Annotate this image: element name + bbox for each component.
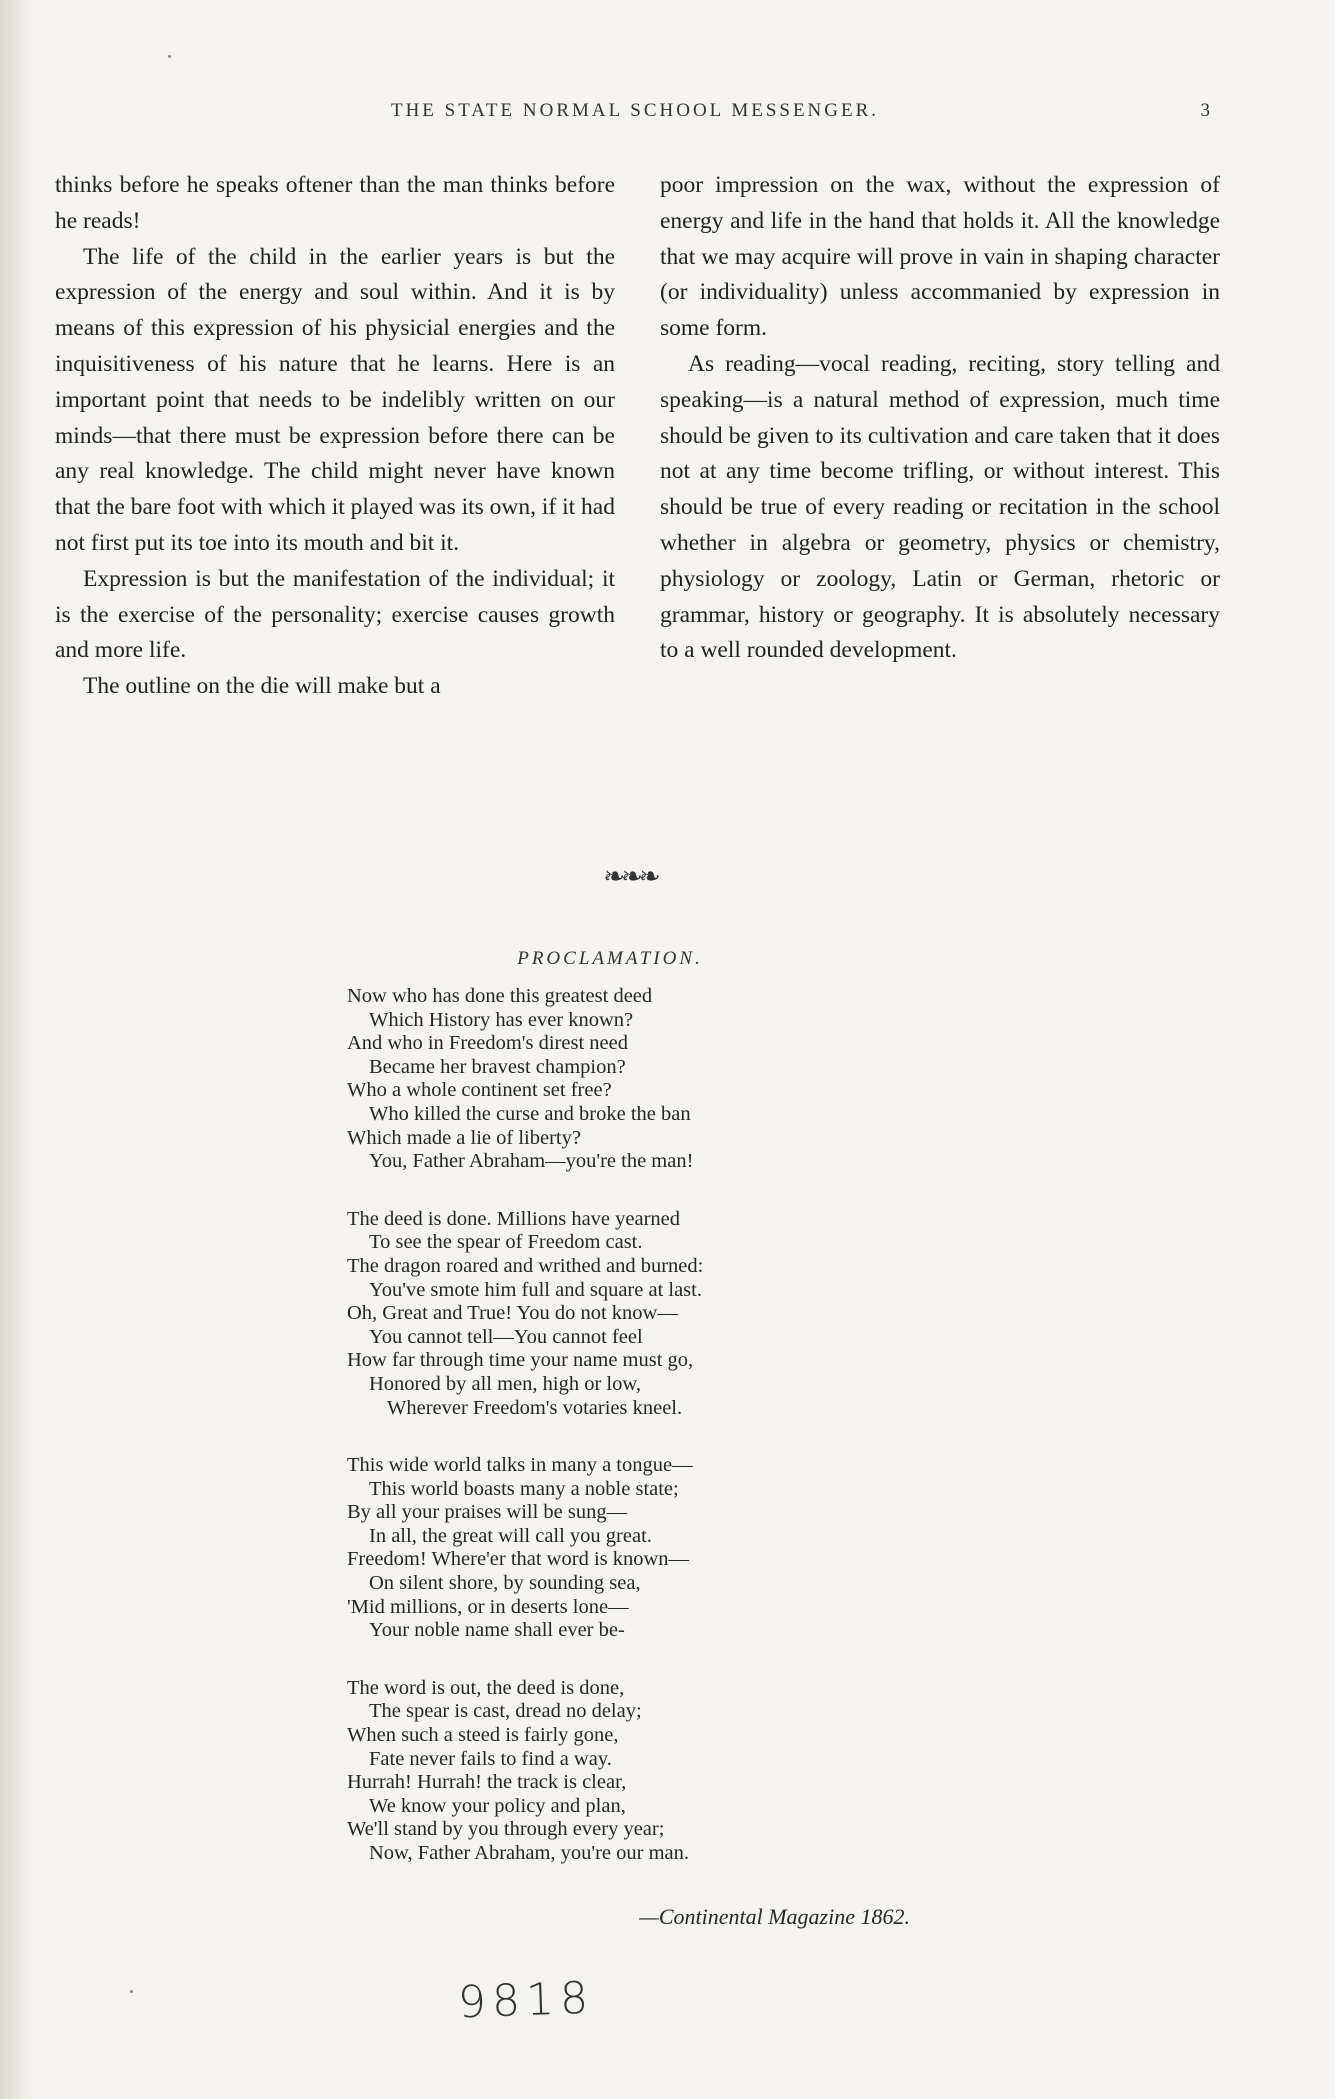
poem-line: The deed is done. Millions have yearned — [347, 1207, 681, 1230]
section-ornament: ❧❧❧ — [603, 862, 657, 892]
poem-line: Oh, Great and True! You do not know— — [347, 1302, 678, 1325]
poem-stanza — [347, 1454, 947, 1643]
paragraph: The life of the child in the earlier years is but the expression of the energy and soul within. And it is by means of this expression of his physicial energies and the inquisitiveness of his nature that he learns. Here is an important point that needs to be indelibly written on our minds—that there must be expression before there can be any real knowledge. The child might never have known that the bare foot with which it played was its own, if it had not first put its toe into its mouth and bit it. — [55, 243, 615, 556]
poem-line: You, Father Abraham—you're the man! — [369, 1150, 694, 1173]
poem-line: Your noble name shall ever be- — [369, 1619, 625, 1642]
paper-speck — [130, 1990, 133, 1993]
running-head: THE STATE NORMAL SCHOOL MESSENGER. — [390, 100, 880, 121]
poem-line: When such a steed is fairly gone, — [347, 1724, 619, 1747]
poem-line: This wide world talks in many a tongue— — [347, 1454, 693, 1477]
poem-stanza — [347, 1677, 947, 1866]
poem-line: How far through time your name must go, — [347, 1349, 694, 1372]
poem-body — [347, 985, 947, 1900]
handwritten-accession-number: 9818 — [457, 1972, 595, 2029]
poem-line: Hurrah! Hurrah! the track is clear, — [347, 1771, 627, 1794]
poem-line: Now who has done this greatest deed — [347, 985, 653, 1007]
poem-line: Became her bravest champion? — [369, 1055, 626, 1078]
page-number: 3 — [1200, 100, 1210, 121]
poem-line: Fate never fails to find a way. — [369, 1747, 612, 1770]
paragraph: Expression is but the manifestation of the individual; it is the exercise of the personality; exercise causes growth and more life. — [55, 565, 615, 664]
right-column — [660, 168, 1220, 669]
poem-stanza — [347, 1208, 947, 1420]
poem-line: Which made a lie of liberty? — [347, 1126, 581, 1149]
poem-line: 'Mid millions, or in deserts lone— — [347, 1595, 629, 1618]
paragraph: As reading—vocal reading, reciting, story telling and speaking—is a natural method of expression, much time should be given to its cultivation and care taken that it does not at any time become trifling, or without interest. This should be true of every reading or recitation in the school whether in algebra or geometry, physics or chemistry, physiology or zoology, Latin or German, rhetoric or grammar, history or geography. It is absolutely necessary to a well rounded development. — [660, 350, 1220, 664]
paragraph: poor impression on the wax, without the expression of energy and life in the hand that holds it. All the knowledge that we may acquire will prove in vain in shaping character (or individuality) unless accommanied by expression in some form. — [660, 172, 1220, 342]
poem-line: You cannot tell—You cannot feel — [369, 1325, 643, 1348]
poem-line: Who a whole continent set free? — [347, 1079, 612, 1102]
poem-line: And who in Freedom's direst need — [347, 1032, 628, 1055]
poem-line: On silent shore, by sounding sea, — [369, 1572, 641, 1595]
poem-line: In all, the great will call you great. — [369, 1524, 652, 1547]
poem-title: PROCLAMATION. — [517, 948, 703, 969]
poem-line: The word is out, the deed is done, — [347, 1676, 625, 1699]
paragraph: thinks before he speaks oftener than the man thinks before he reads! — [55, 172, 615, 234]
poem-line: Wherever Freedom's votaries kneel. — [387, 1396, 683, 1419]
left-column — [55, 168, 615, 705]
poem-line: We'll stand by you through every year; — [347, 1818, 665, 1841]
poem-line: By all your praises will be sung— — [347, 1501, 628, 1524]
poem-line: To see the spear of Freedom cast. — [369, 1231, 643, 1254]
poem-line: Honored by all men, high or low, — [369, 1372, 641, 1395]
page-edge-shadow — [0, 0, 36, 2099]
poem-line: This world boasts many a noble state; — [369, 1477, 679, 1500]
poem-line: The dragon roared and writhed and burned: — [347, 1254, 704, 1277]
poem-line: Who killed the curse and broke the ban — [369, 1102, 691, 1125]
paper-speck — [168, 55, 171, 58]
poem-line: Now, Father Abraham, you're our man. — [369, 1842, 690, 1864]
page-header — [60, 100, 1210, 130]
poem-line: Freedom! Where'er that word is known— — [347, 1548, 690, 1571]
poem-attribution: —Continental Magazine 1862. — [639, 1904, 910, 1929]
poem-line: You've smote him full and square at last. — [369, 1278, 702, 1301]
poem-line: The spear is cast, dread no delay; — [369, 1700, 642, 1723]
poem-line: Which History has ever known? — [369, 1008, 634, 1031]
poem-stanza — [347, 985, 947, 1174]
poem-line: We know your policy and plan, — [369, 1794, 626, 1817]
paragraph: The outline on the die will make but a — [83, 673, 441, 700]
